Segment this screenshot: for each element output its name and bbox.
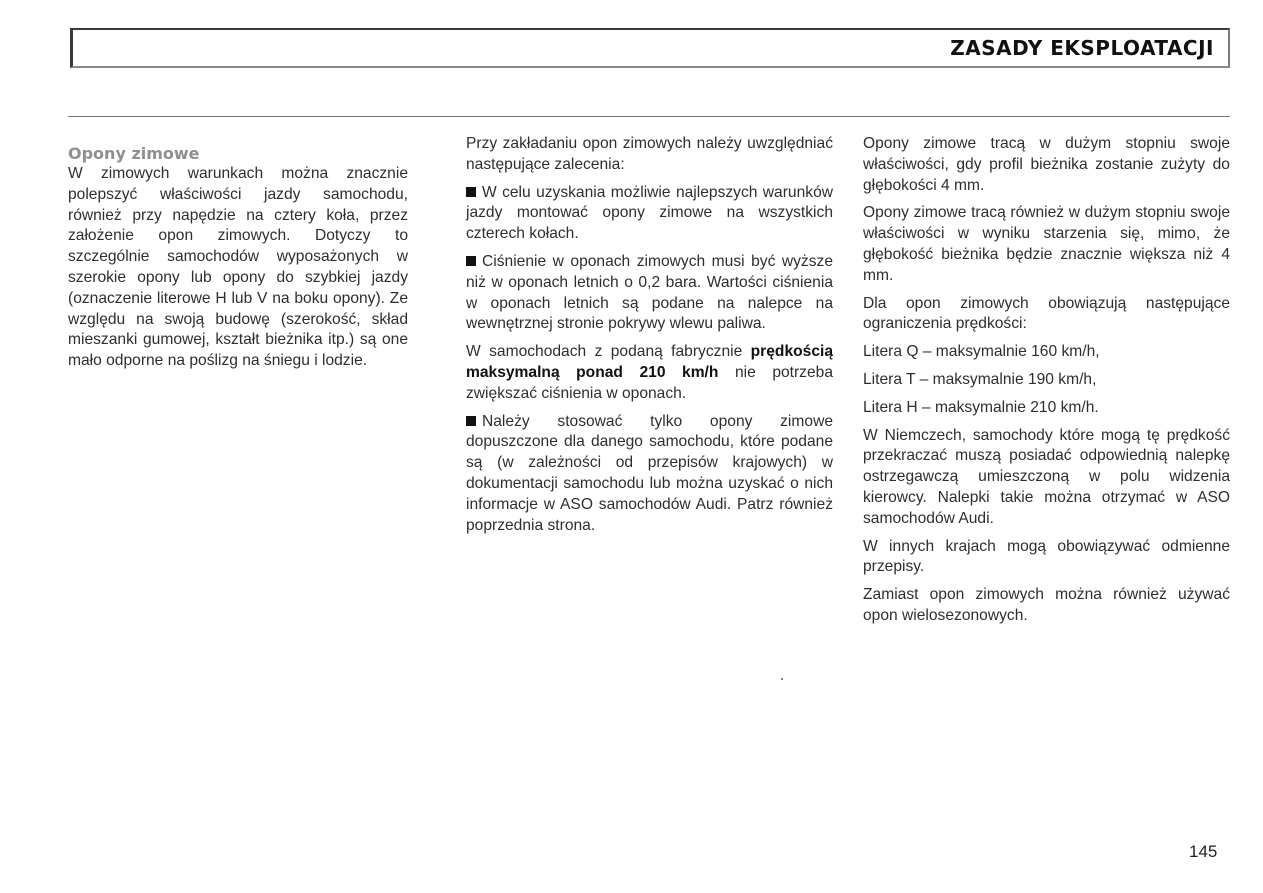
column-1 [68,143,408,379]
paragraph: W innych krajach mogą obowiązywać odmienne przepisy. [863,537,1230,576]
page-number: 145 [1189,842,1218,861]
column-3 [863,134,1230,634]
page-title: ZASADY EKSPLOATACJI [950,36,1214,60]
paragraph: Dla opon zimowych obowiązują następujące ograniczenia prędkości: [863,294,1230,333]
column-2 [466,134,833,543]
bullet-item [466,412,833,537]
header-rule [68,116,1230,117]
square-bullet-icon [466,187,476,197]
bullet-item [466,183,833,245]
paragraph: Opony zimowe tracą w dużym stopniu swoje właściwości, gdy profil bieżnika zostanie zużyty do głębokości 4 mm. [863,135,1230,194]
bullet-text: Należy stosować tylko opony zimowe dopuszczone dla danego samochodu, które podane są (w zależności od przepisów krajowych) w dokumentacji samochodu lub można uzyskać o nich informacje w ASO samochodów Audi. Patrz również poprzednia strona. [466,412,833,534]
speed-limit-item: Litera Q – maksymalnie 160 km/h, [863,343,1100,361]
header-box [70,28,1230,68]
bullet-text: Ciśnienie w oponach zimowych musi być wyższe niż w oponach letnich o 0,2 bara. Wartości ciśnienia w oponach letnich są podane na nalepce na wewnętrznej stronie pokrywy wlewu paliwa. [466,252,833,333]
bold-text: prędkością maksymalną ponad 210 km/h [466,343,833,381]
section-heading: Opony zimowe [68,144,200,163]
speed-limit-item: Litera H – maksymalnie 210 km/h. [863,398,1099,416]
bullet-text: W celu uzyskania możliwie najlepszych warunków jazdy montować opony zimowe na wszystkich czterech kołach. [466,183,833,243]
paragraph: Zamiast opon zimowych można również używać opon wielosezonowych. [863,586,1230,624]
speed-limit-item: Litera T – maksymalnie 190 km/h, [863,370,1097,388]
square-bullet-icon [466,256,476,266]
text-segment: nie potrzeba zwiększać ciśnienia w oponach. [466,363,833,402]
paragraph [466,342,833,404]
paragraph: W Niemczech, samochody które mogą tę prędkość przekraczać muszą posiadać odpowiednią nalepkę ostrzegawczą umieszczoną w polu widzenia kierowcy. Nalepki takie można otrzymać w ASO samochodów Audi. [863,426,1230,527]
square-bullet-icon [466,416,476,426]
paragraph: Opony zimowe tracą również w dużym stopniu swoje właściwości w wyniku starzenia się, mimo, że głębokość bieżnika będzie znacznie większa niż 4 mm. [863,204,1230,284]
text-segment: W samochodach z podaną fabrycznie [466,343,743,361]
paragraph: W zimowych warunkach można znacznie polepszyć właściwości jazdy samochodu, również przy napędzie na cztery koła, przez założenie opon zimowych. Dotyczy to szczególnie samochodów wyposażonych w szerokie opony lub opony do szybkiej jazdy (oznaczenie literowe H lub V na boku opony). Ze względu na swoją budowę (szerokość, skład mieszanki gumowej, kształt bieżnika itp.) są one mało odporne na poślizg na śniegu i lodzie. [68,165,408,370]
bullet-item [466,252,833,335]
scan-speck [781,678,783,680]
paragraph: Przy zakładaniu opon zimowych należy uwzględniać następujące zalecenia: [466,135,833,173]
